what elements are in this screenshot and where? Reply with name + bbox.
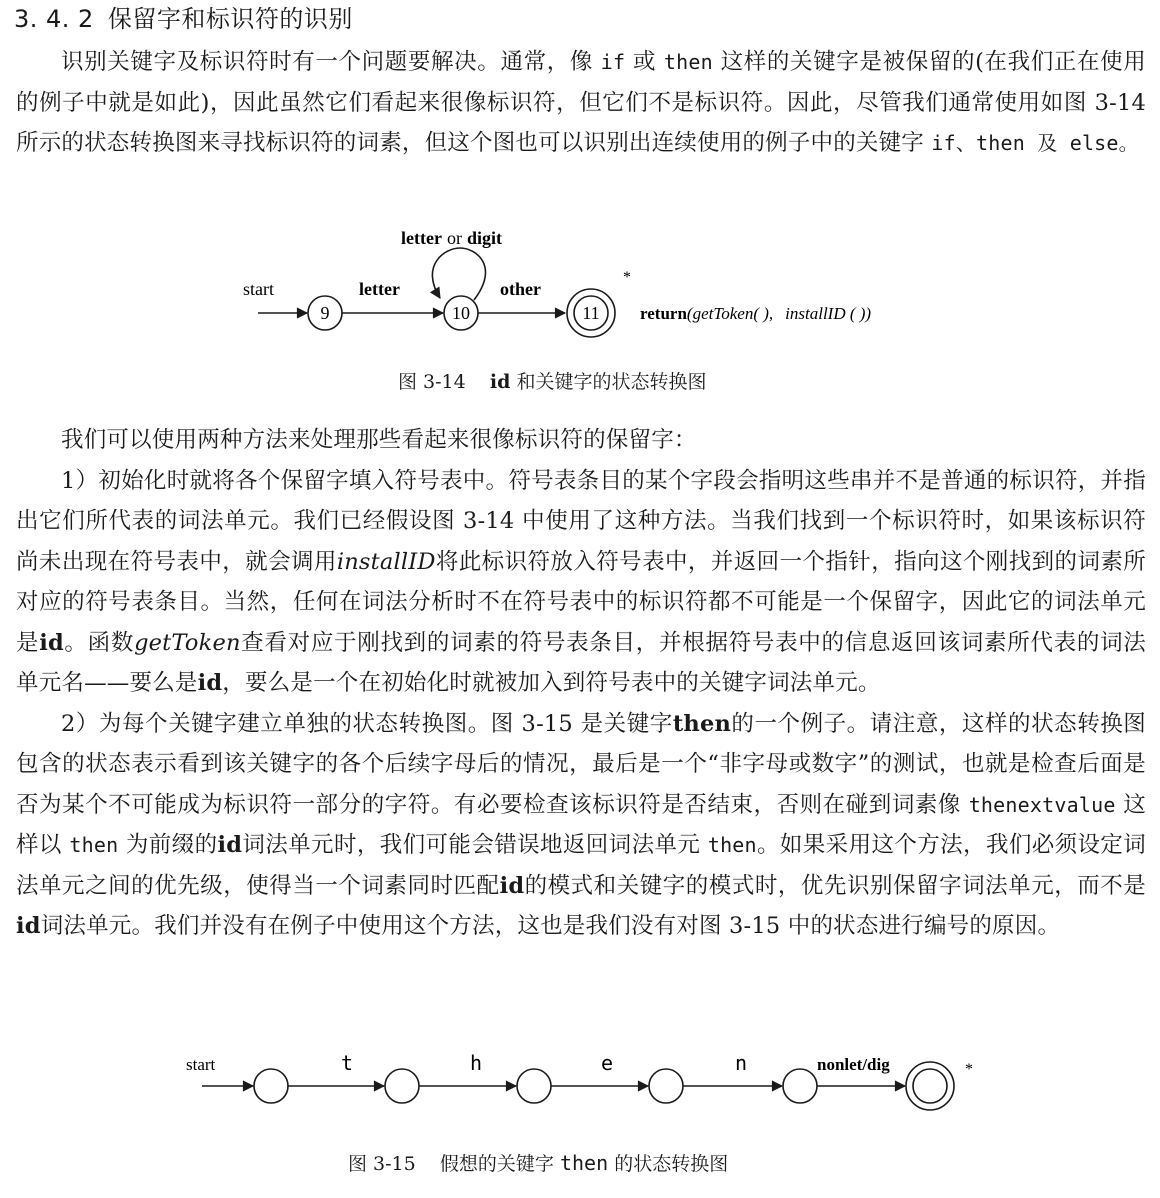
state-s1 xyxy=(385,1069,419,1103)
retract-star: * xyxy=(623,269,631,286)
start-label: start xyxy=(243,279,274,299)
edge-nonlet-label: nonlet/dig xyxy=(817,1055,890,1074)
edge-h-label: h xyxy=(470,1051,483,1075)
loop-label: letter or digit xyxy=(401,228,502,248)
state-s3 xyxy=(649,1069,683,1103)
state-10-label: 10 xyxy=(452,303,470,323)
figure-3-15-diagram xyxy=(0,1044,1160,1134)
edge-n-label: n xyxy=(735,1051,748,1075)
intro-text-1: 识别关键字及标识符时有一个问题要解决。通常，像 xyxy=(61,49,593,75)
caption-then: then xyxy=(559,1151,609,1175)
method-2: 2）为每个关键字建立单独的状态转换图。图 3-15 是关键字then的一个例子。请注意，这样的状态转换图包含的状态表示看到该关键字的各个后续字母后的情况，最后是一个“非字母或数字”的测试，也就是检查后面是否为某个不可能成为标识符一部分的字符。有必要检查该标识符是否结束，否则在碰到词素像 thenextvalue 这样以 then 为前缀的id词法单元时，我们可能会错误地返回词法单元 then。如果采用这个方法，我们必须设定词法单元之间的优先级，使得当一个词素同时匹配id的模式和关键字的模式时，优先识别保留字词法单元，而不是id词法单元。我们并没有在例子中使用这个方法，这也是我们没有对图 3-15 中的状态进行编号的原因。 xyxy=(16,710,1147,939)
intro-text-2: 这样的关键字是被保留的(在我们正在使用的例子中就是如此)，因此虽然它们看起来很像标识符，但它们不是标识符。因此，尽管我们通常使用如图 3-14 所示的状态转换图来寻找标识符的词素，但这个图也可以识别出连续使用的例子中的关键字 xyxy=(16,49,1146,156)
state-s4 xyxy=(783,1069,817,1103)
start-label-2: start xyxy=(186,1055,216,1074)
edge-e-label: e xyxy=(601,1051,614,1075)
methods-paragraphs xyxy=(16,420,1146,947)
caption-number-2: 图 3-15 xyxy=(348,1153,416,1175)
section-number: 3. 4. 2 xyxy=(14,5,94,33)
loop-edge-10 xyxy=(432,248,485,300)
intro-or: 或 xyxy=(633,49,657,75)
state-9-label: 9 xyxy=(320,303,330,323)
figure-3-14-diagram xyxy=(0,222,1160,342)
method-1: 1）初始化时就将各个保留字填入符号表中。符号表条目的某个字段会指明这些串并不是普通的标识符，并指出它们所代表的词法单元。我们已经假设图 3-14 中使用了这种方法。当我们找到一个标识符时，如果该标识符尚未出现在符号表中，就会调用installID将此标识符放入符号表中，并返回一个指针，指向这个刚找到的词素所对应的符号表条目。当然，任何在词法分析时不在符号表中的标识符都不可能是一个保留字，因此它的词法单元是id。函数getToken查看对应于刚找到的词素的符号表条目，并根据符号表中的信息返回该词素所代表的词法单元名——要么是id，要么是一个在初始化时就被加入到符号表中的关键字词法单元。 xyxy=(16,467,1146,696)
caption-text-a: 假想的关键字 xyxy=(439,1153,554,1175)
section-title: 保留字和标识符的识别 xyxy=(107,5,353,33)
state-s0 xyxy=(254,1069,288,1103)
edge-letter-label: letter xyxy=(359,279,400,299)
figure-3-15-caption xyxy=(348,1150,728,1177)
intro-paragraph xyxy=(16,42,1146,164)
methods-lead: 我们可以使用两种方法来处理那些看起来很像标识符的保留字： xyxy=(61,427,697,453)
keyword-list: if、then 及 else。 xyxy=(931,131,1139,155)
state-11-label: 11 xyxy=(582,303,600,323)
keyword-if: if xyxy=(600,50,626,74)
figure-3-14-caption xyxy=(398,369,706,395)
caption-id: id xyxy=(489,371,511,393)
return-action: return(getToken( ), installID ( )) xyxy=(640,304,872,323)
state-final-inner xyxy=(913,1069,947,1103)
caption-text-b: 的状态转换图 xyxy=(614,1153,729,1175)
retract-star-2: * xyxy=(965,1061,973,1078)
caption-number: 图 3-14 xyxy=(398,371,466,393)
state-s2 xyxy=(517,1069,551,1103)
edge-other-label: other xyxy=(500,279,541,299)
edge-t-label: t xyxy=(341,1051,354,1075)
section-heading xyxy=(14,2,353,36)
caption-text: 和关键字的状态转换图 xyxy=(516,371,707,393)
keyword-then: then xyxy=(663,50,713,74)
